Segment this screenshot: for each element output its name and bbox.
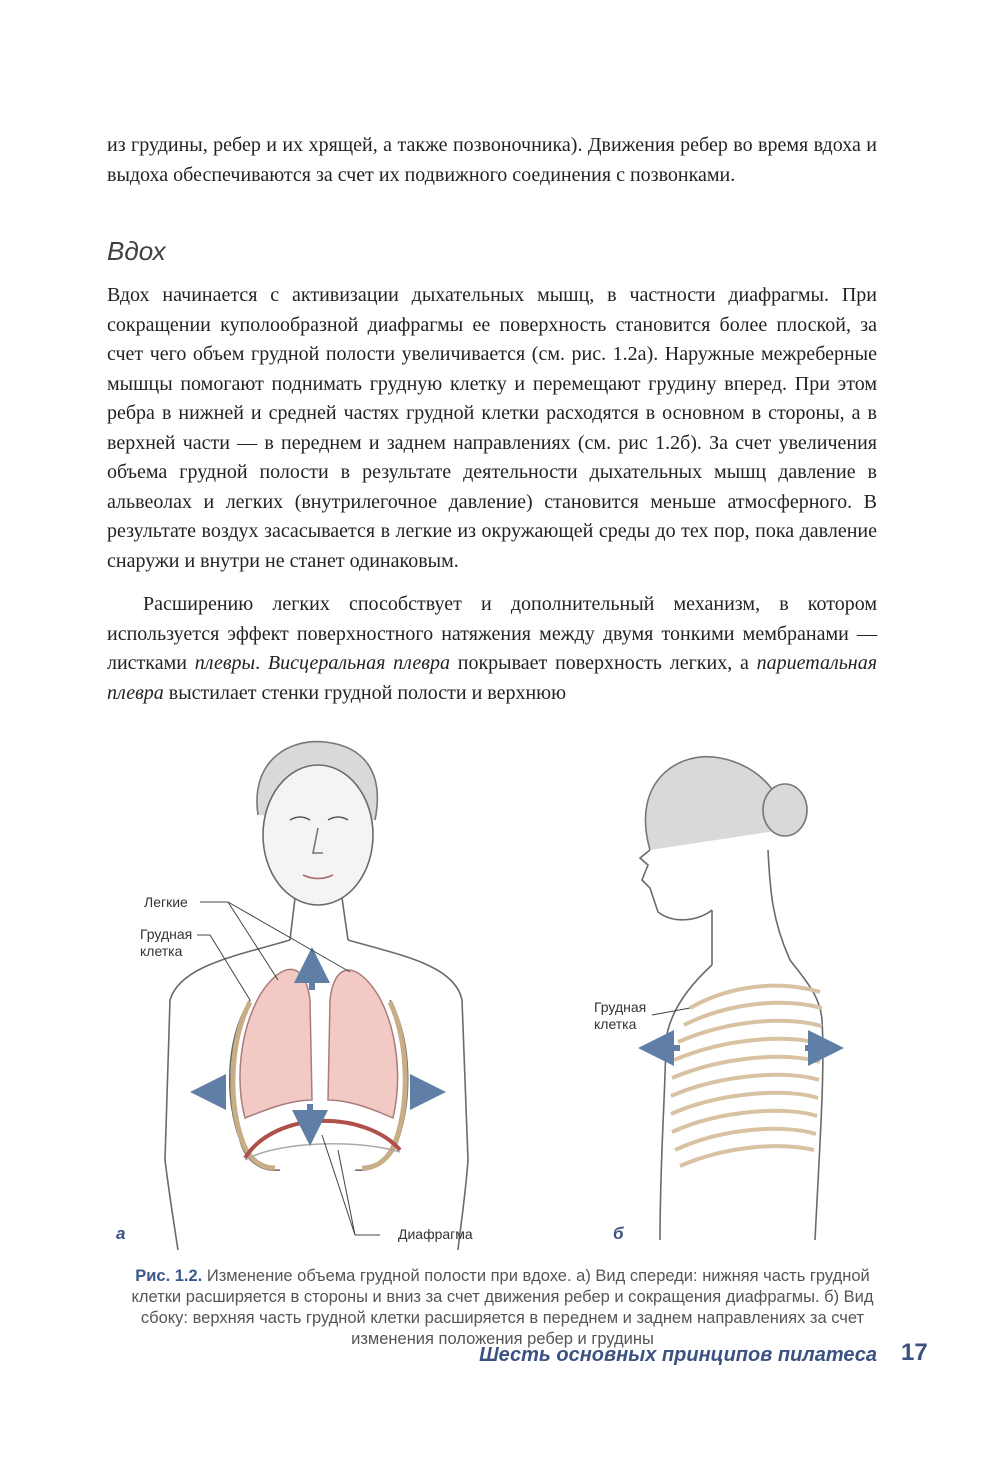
side-view-figure [640,757,823,1240]
section-heading: Вдох [107,236,166,266]
front-view-figure [165,742,468,1250]
figure-illustration [100,740,900,1250]
label-diaphragm: Диафрагма [398,1226,473,1242]
running-footer-title: Шесть основных принципов пилатеса [479,1344,877,1366]
caption-text: Изменение объема грудной полости при вдохе. а) Вид спереди: нижняя часть грудной клетки расширяется в стороны и вниз за счет движения ребер и сокращения диафрагмы. б) Вид сбоку: верхняя часть грудной клетки расширяется в переднем и заднем направлениях за счет изменения положения ребер и грудины [131,1267,874,1348]
label-rib-cage-front: Грудная клетка [140,926,193,959]
paragraph-1-text: Вдох начинается с активизации дыхательных мышц, в частности диафрагмы. При сокращении куполообразной диафрагмы ее поверхность становится более плоской, за счет чего объем грудной полости увеличивается (см. рис. 1.2а). Наружные межреберные мышцы помогают поднимать грудную клетку и перемещают грудину вперед. При этом ребра в нижней и средней частях грудной клетки расходятся в основном в стороны, а в верхней части — в переднем и заднем направлениях (см. рис 1.2б). За счет увеличения объема грудной полости в результате деятельности дыхательных мышц давление в альвеолах и легких (внутрилегочное давление) становится меньше атмосферного. В результате воздух засасывается в легкие из окружающей среды до тех пор, пока давление снаружи и внутри не станет одинаковым. [107,284,877,572]
lungs-illustration [240,969,398,1118]
term-pleura: плевры [194,652,256,674]
term-parietal-pleura: париетальная плевра [107,652,878,704]
diaphragm-curve [245,1121,400,1158]
label-rib-cage-side: Грудная клетка [594,999,647,1032]
intro-text: из грудины, ребер и их хрящей, а также позвоночника). Движения ребер во время вдоха и выдоха обеспечиваются за счет их подвижного соединения с позвонками. [107,134,877,186]
diaphragm-flat-curve [245,1144,400,1160]
term-visceral-pleura: Висцеральная плевра [267,652,450,674]
page-number: 17 [901,1339,928,1366]
panel-label-b: б [613,1224,624,1243]
figure-1-2 [100,740,900,1250]
intro-paragraph [107,131,877,190]
paragraph-2-text: Расширению легких способствует и дополнительный механизм, в котором используется эффект поверхностного натяжения между двумя тонкими мембранами — листками плевры. Висцеральная плевра покрывает поверхность легких, а париетальная плевра выстилает стенки грудной полости и верхнюю [107,593,878,704]
rib-cage-side [671,986,822,1166]
paragraph-1 [107,281,877,576]
figure-caption [120,1266,885,1350]
panel-label-a: а [116,1224,126,1243]
label-leader-side [652,1008,690,1015]
caption-number: Рис. 1.2. [135,1267,203,1285]
label-lungs: Легкие [144,894,188,910]
paragraph-2 [107,590,877,708]
